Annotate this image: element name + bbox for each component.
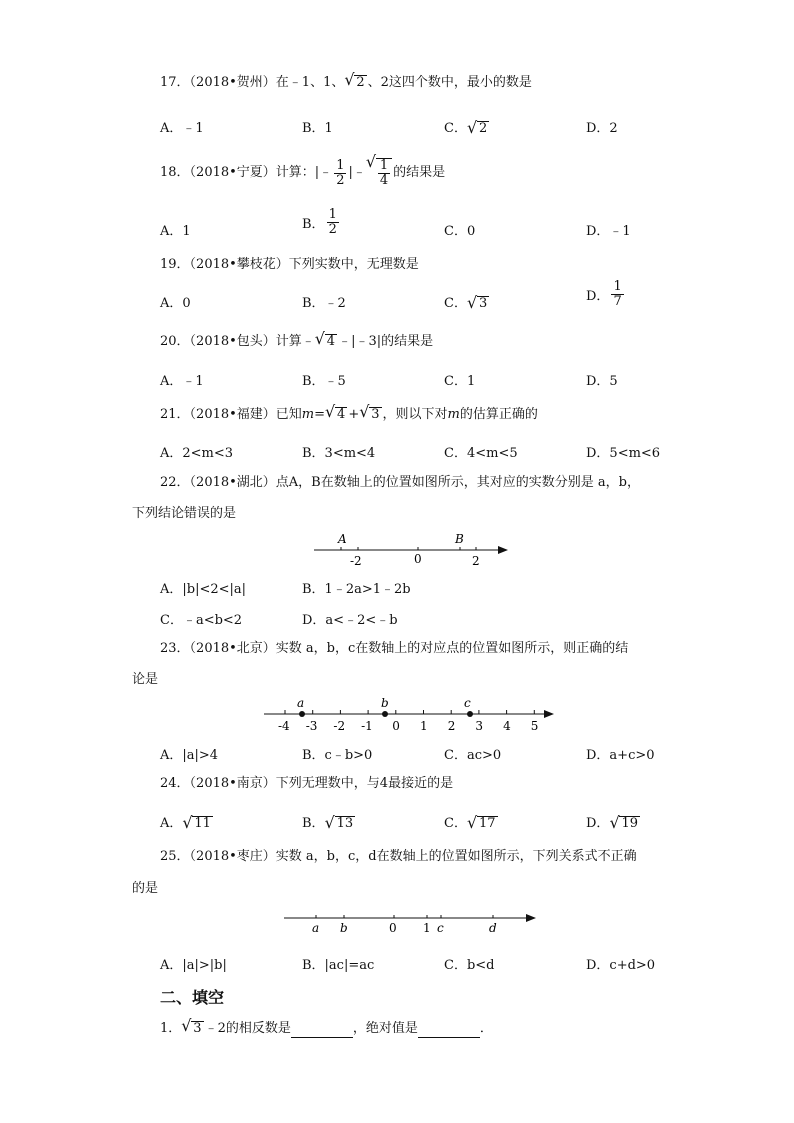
tick-label-zero: 0 — [389, 921, 397, 935]
question-21-stem: 21．（2018•福建）已知m=√ 4 +√ 3 ，则以下对m的估算正确的 — [160, 406, 538, 424]
question-18-options — [160, 207, 680, 240]
point-label-a: A — [338, 532, 347, 546]
answer-blank-opposite[interactable] — [291, 1024, 353, 1038]
sqrt-symbol: √ 2 — [345, 74, 366, 92]
point-b-dot — [382, 711, 388, 717]
option-a[interactable]: A．0 — [160, 296, 191, 311]
option-c[interactable]: C．b<d — [444, 958, 495, 973]
tick-marks — [278, 710, 538, 733]
option-b[interactable]: B．|ac|=ac — [302, 958, 375, 973]
option-d[interactable]: D．2 — [586, 121, 618, 136]
tick-label-one: 1 — [423, 921, 431, 935]
option-b[interactable]: B．3<m<4 — [302, 446, 376, 461]
option-a[interactable]: A．|a|>4 — [160, 748, 219, 763]
option-a[interactable]: A．﹣1 — [160, 374, 204, 389]
option-d[interactable]: D．a+c>0 — [586, 748, 655, 763]
tick-label-neg2: -2 — [350, 554, 362, 568]
tick-label: 2 — [447, 719, 456, 733]
tick-label: -2 — [333, 719, 346, 733]
option-b[interactable]: B．c﹣b>0 — [302, 748, 373, 763]
question-20-options — [160, 370, 680, 390]
tick-label: -4 — [278, 719, 290, 733]
option-d[interactable]: D．﹣1 — [586, 224, 631, 239]
question-24-stem: 24．（2018•南京）下列无理数中，与4最接近的是 — [160, 776, 454, 791]
number-line-q23 — [258, 694, 558, 734]
option-b[interactable]: B．﹣5 — [302, 374, 346, 389]
option-d[interactable]: D．5<m<6 — [586, 446, 661, 461]
option-a[interactable]: A．|b|<2<|a| — [160, 582, 247, 597]
tick-label-zero: 0 — [414, 552, 422, 566]
point-label-c: c — [437, 921, 444, 935]
tick-label: -1 — [361, 719, 373, 733]
tick-label: -3 — [305, 719, 318, 733]
tick-label: 1 — [420, 719, 428, 733]
question-23-options — [160, 744, 680, 764]
question-24-options — [160, 812, 680, 832]
tick-label: 5 — [530, 719, 539, 733]
question-22-options-cd — [160, 609, 680, 629]
point-label-b: b — [340, 921, 348, 935]
number-line-q22 — [300, 528, 520, 572]
tick-label-two: 2 — [472, 554, 480, 568]
question-22-stem-line1: 22．（2018•湖北）点A，B在数轴上的位置如图所示，其对应的实数分别是 a，b， — [160, 475, 640, 490]
point-label-b: B — [455, 532, 464, 546]
option-d[interactable]: D．5 — [586, 374, 618, 389]
question-25-stem-line1: 25．（2018•枣庄）实数 a，b，c，d在数轴上的位置如图所示，下列关系式不正确 — [160, 849, 637, 864]
option-a[interactable]: A．√ 11 — [160, 812, 214, 831]
answer-blank-absolute[interactable] — [418, 1024, 480, 1038]
question-17-stem: 17．（2018•贺州）在﹣1、1、√ 2 、2这四个数中，最小的数是 — [160, 74, 532, 92]
option-c[interactable]: C．ac>0 — [444, 748, 502, 763]
question-17-options — [160, 117, 680, 137]
tick-label: 4 — [503, 719, 511, 733]
option-c[interactable]: C．√ 2 — [444, 117, 490, 136]
tick-label: 3 — [475, 719, 484, 733]
option-c[interactable]: C．﹣a<b<2 — [160, 613, 243, 628]
option-a[interactable]: A．|a|>|b| — [160, 958, 227, 973]
question-25-stem-line2: 的是 — [132, 881, 159, 896]
point-label-b: b — [381, 696, 389, 710]
question-20-stem: 20．（2018•包头）计算﹣√ 4 ﹣|﹣3|的结果是 — [160, 333, 433, 351]
option-c[interactable]: C．4<m<5 — [444, 446, 518, 461]
option-d[interactable]: D．√ 19 — [586, 812, 641, 831]
question-23-stem-line2: 论是 — [132, 672, 159, 687]
option-d[interactable]: D．a<﹣2<﹣b — [302, 613, 398, 628]
option-d[interactable]: D． $\frac{1}{7}$ — [586, 279, 622, 309]
option-c[interactable]: C．√ 3 — [444, 292, 490, 311]
option-b[interactable]: B．﹣2 — [302, 296, 346, 311]
point-label-a: a — [297, 696, 305, 710]
option-b[interactable]: B． $\frac{1}{2}$ — [302, 207, 337, 237]
fill-question-1: 1．√ 3 ﹣2的相反数是 ，绝对值是 ． — [160, 1020, 493, 1038]
point-c-dot — [467, 711, 473, 717]
section-title-fill-in: 二、填空 — [160, 988, 225, 1007]
question-19-stem: 19．（2018•攀枝花）下列实数中，无理数是 — [160, 257, 419, 272]
point-a-dot — [299, 711, 305, 717]
question-19-options — [160, 279, 680, 312]
tick-label: 0 — [392, 719, 400, 733]
option-c[interactable]: C．1 — [444, 374, 476, 389]
option-a[interactable]: A．2<m<3 — [160, 446, 234, 461]
option-c[interactable]: C．0 — [444, 224, 476, 239]
question-22-stem-line2: 下列结论错误的是 — [132, 506, 237, 521]
option-b[interactable]: B．√ 13 — [302, 812, 356, 831]
question-23-stem-line1: 23．（2018•北京）实数 a，b，c在数轴上的对应点的位置如图所示，则正确的结 — [160, 641, 629, 656]
option-d[interactable]: D．c+d>0 — [586, 958, 656, 973]
option-a[interactable]: A．﹣1 — [160, 121, 204, 136]
question-21-options — [160, 442, 680, 462]
option-a[interactable]: A．1 — [160, 224, 191, 239]
point-label-d: d — [489, 921, 497, 935]
number-line-q25 — [278, 905, 544, 939]
question-18-stem: 18．（2018•宁夏）计算：|﹣ $\frac{1}{2}$ |﹣ √ $\frac{1}{4}$ 的结果是 — [160, 158, 445, 188]
question-22-options-ab — [160, 578, 680, 598]
option-b[interactable]: B．1﹣2a>1﹣2b — [302, 582, 411, 597]
point-label-a: a — [312, 921, 320, 935]
point-label-c: c — [464, 696, 471, 710]
option-c[interactable]: C．√ 17 — [444, 812, 499, 831]
option-b[interactable]: B．1 — [302, 121, 333, 136]
question-25-options — [160, 954, 680, 974]
